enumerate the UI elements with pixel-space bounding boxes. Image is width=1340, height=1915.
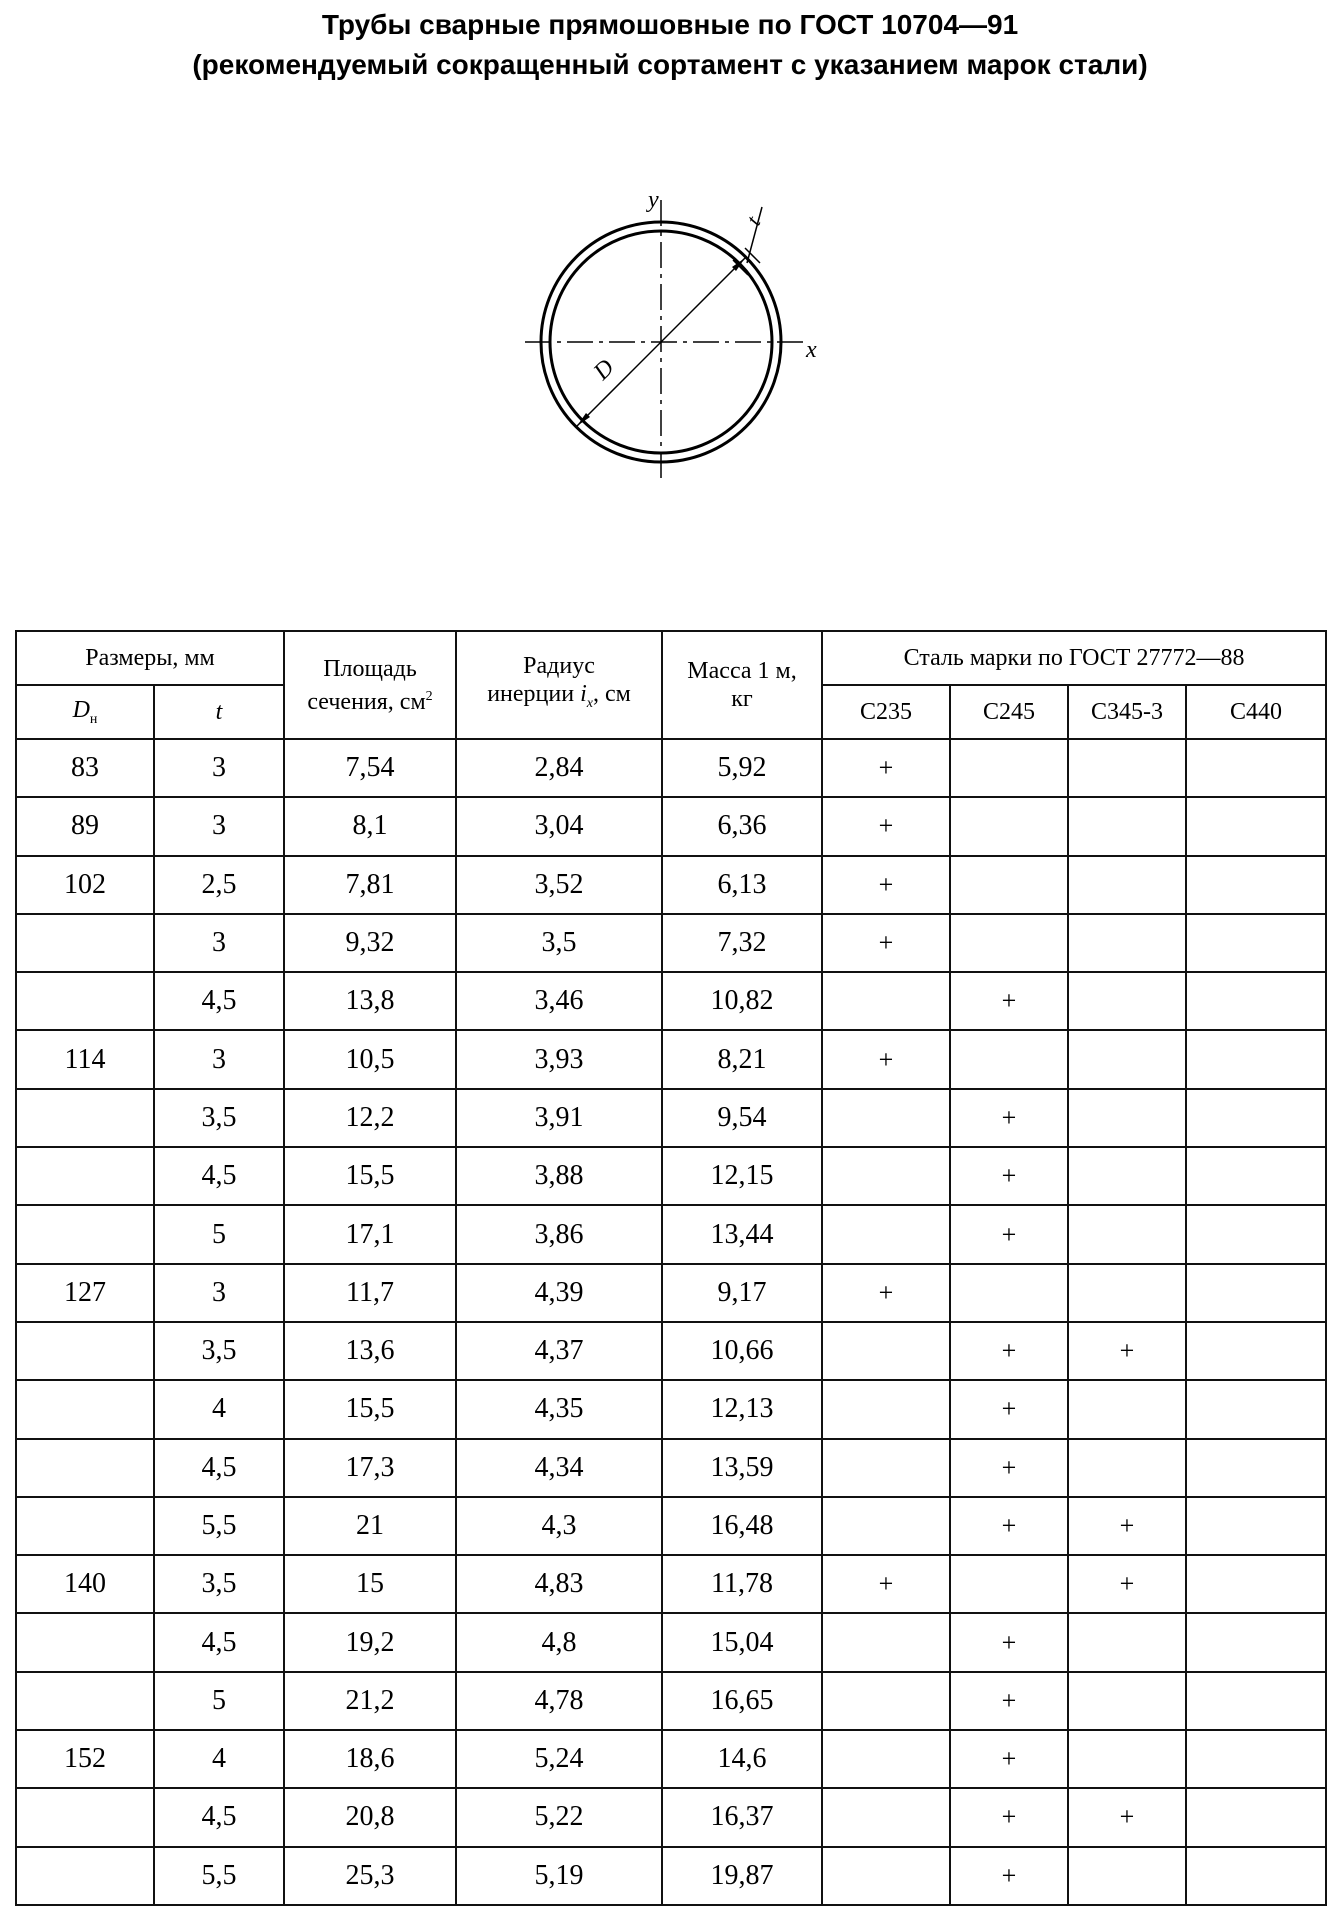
cell-c245 (950, 1264, 1068, 1322)
cell-c245 (950, 856, 1068, 914)
cell-c440 (1186, 1555, 1326, 1613)
cell-thickness: 3 (154, 1030, 284, 1088)
cell-c345 (1068, 1730, 1186, 1788)
cell-c235 (822, 972, 950, 1030)
cell-c235 (822, 1439, 950, 1497)
cell-c345 (1068, 1147, 1186, 1205)
cell-outer-diameter (16, 1322, 154, 1380)
cell-outer-diameter (16, 1089, 154, 1147)
cell-c235: + (822, 1264, 950, 1322)
cell-area: 7,81 (284, 856, 456, 914)
cell-radius: 5,22 (456, 1788, 662, 1846)
cell-area: 10,5 (284, 1030, 456, 1088)
cell-radius: 3,93 (456, 1030, 662, 1088)
table-row (16, 1730, 1326, 1788)
cell-outer-diameter (16, 1613, 154, 1671)
header-radius: Радиус инерции $i_x$, см (456, 631, 662, 739)
cell-mass: 9,54 (662, 1089, 822, 1147)
cell-mass: 12,13 (662, 1380, 822, 1438)
cell-c345 (1068, 797, 1186, 855)
cell-area: 25,3 (284, 1847, 456, 1905)
cell-c440 (1186, 1613, 1326, 1671)
header-area: Площадь сечения, $см^2$ (284, 631, 456, 739)
cell-c440 (1186, 1788, 1326, 1846)
cell-mass: 19,87 (662, 1847, 822, 1905)
cell-thickness: 3 (154, 797, 284, 855)
table-row (16, 1613, 1326, 1671)
cell-mass: 13,44 (662, 1205, 822, 1263)
cell-radius: 4,35 (456, 1380, 662, 1438)
cell-outer-diameter: 152 (16, 1730, 154, 1788)
cell-c440 (1186, 797, 1326, 855)
table-row (16, 1672, 1326, 1730)
y-axis-label: y (648, 187, 659, 213)
cell-c440 (1186, 1322, 1326, 1380)
cell-c235: + (822, 739, 950, 797)
cell-c235 (822, 1672, 950, 1730)
cell-c245: + (950, 1089, 1068, 1147)
cell-c345 (1068, 1205, 1186, 1263)
cell-c345: + (1068, 1555, 1186, 1613)
header-thickness: t (154, 685, 284, 739)
cell-area: 15,5 (284, 1147, 456, 1205)
cell-mass: 10,82 (662, 972, 822, 1030)
cell-mass: 16,65 (662, 1672, 822, 1730)
cell-radius: 3,91 (456, 1089, 662, 1147)
cell-c235 (822, 1788, 950, 1846)
cell-c345 (1068, 972, 1186, 1030)
cell-mass: 11,78 (662, 1555, 822, 1613)
cell-area: 17,1 (284, 1205, 456, 1263)
cell-c245 (950, 914, 1068, 972)
cell-thickness: 4,5 (154, 1439, 284, 1497)
cell-c345 (1068, 1264, 1186, 1322)
cell-mass: 16,37 (662, 1788, 822, 1846)
cell-c245: + (950, 1847, 1068, 1905)
cell-mass: 9,17 (662, 1264, 822, 1322)
cell-mass: 10,66 (662, 1322, 822, 1380)
cell-thickness: 4 (154, 1380, 284, 1438)
cell-mass: 16,48 (662, 1497, 822, 1555)
cell-c235: + (822, 1555, 950, 1613)
cell-outer-diameter (16, 972, 154, 1030)
cell-radius: 3,04 (456, 797, 662, 855)
cell-thickness: 3 (154, 914, 284, 972)
table-row (16, 1788, 1326, 1846)
cell-area: 21 (284, 1497, 456, 1555)
cell-thickness: 4,5 (154, 972, 284, 1030)
cell-mass: 6,36 (662, 797, 822, 855)
cell-thickness: 4,5 (154, 1147, 284, 1205)
cell-c235 (822, 1205, 950, 1263)
cell-c440 (1186, 1497, 1326, 1555)
cell-c345 (1068, 1847, 1186, 1905)
cell-c440 (1186, 1672, 1326, 1730)
thickness-label: t (740, 211, 766, 230)
cell-c345 (1068, 1030, 1186, 1088)
cell-area: 7,54 (284, 739, 456, 797)
cell-thickness: 5 (154, 1205, 284, 1263)
cell-area: 18,6 (284, 1730, 456, 1788)
cell-outer-diameter: 89 (16, 797, 154, 855)
cell-c245 (950, 1555, 1068, 1613)
cell-outer-diameter (16, 1847, 154, 1905)
cell-c235: + (822, 856, 950, 914)
cell-c440 (1186, 1089, 1326, 1147)
header-dimensions: Размеры, мм (16, 631, 284, 685)
header-steel-grades: Сталь марки по ГОСТ 27772—88 (822, 631, 1326, 685)
table-row (16, 739, 1326, 797)
cell-radius: 5,24 (456, 1730, 662, 1788)
cell-c245: + (950, 1322, 1068, 1380)
cell-c245 (950, 797, 1068, 855)
cell-c245: + (950, 1439, 1068, 1497)
cell-radius: 5,19 (456, 1847, 662, 1905)
cell-thickness: 4 (154, 1730, 284, 1788)
cell-mass: 6,13 (662, 856, 822, 914)
pipe-cross-section-diagram (500, 185, 840, 485)
cell-area: 11,7 (284, 1264, 456, 1322)
cell-area: 13,6 (284, 1322, 456, 1380)
cell-c345 (1068, 1613, 1186, 1671)
header-c235: С235 (822, 685, 950, 739)
cell-area: 15,5 (284, 1380, 456, 1438)
cell-outer-diameter (16, 1205, 154, 1263)
cell-mass: 8,21 (662, 1030, 822, 1088)
table-row (16, 914, 1326, 972)
cell-c345 (1068, 1089, 1186, 1147)
cell-outer-diameter (16, 1672, 154, 1730)
cell-c345: + (1068, 1497, 1186, 1555)
table-row (16, 1497, 1326, 1555)
cell-radius: 4,37 (456, 1322, 662, 1380)
cell-mass: 5,92 (662, 739, 822, 797)
x-axis-label: x (806, 337, 817, 363)
cell-c235 (822, 1089, 950, 1147)
cell-c245 (950, 739, 1068, 797)
cell-area: 15 (284, 1555, 456, 1613)
cell-radius: 4,3 (456, 1497, 662, 1555)
header-mass: Масса 1 м, кг (662, 631, 822, 739)
table-row (16, 1439, 1326, 1497)
cell-radius: 2,84 (456, 739, 662, 797)
cell-outer-diameter (16, 1497, 154, 1555)
table-row (16, 1322, 1326, 1380)
cell-c235 (822, 1613, 950, 1671)
table-row (16, 1147, 1326, 1205)
cell-outer-diameter (16, 1380, 154, 1438)
cell-c245: + (950, 1497, 1068, 1555)
header-c245: С245 (950, 685, 1068, 739)
cell-thickness: 3 (154, 739, 284, 797)
cell-radius: 4,8 (456, 1613, 662, 1671)
cell-thickness: 3,5 (154, 1322, 284, 1380)
cell-area: 9,32 (284, 914, 456, 972)
header-c345: С345-3 (1068, 685, 1186, 739)
cell-outer-diameter: 140 (16, 1555, 154, 1613)
cell-outer-diameter: 114 (16, 1030, 154, 1088)
document-title: Трубы сварные прямошовные по ГОСТ 10704—91 (321, 9, 1019, 40)
cell-c440 (1186, 1030, 1326, 1088)
cell-radius: 3,5 (456, 914, 662, 972)
cell-c245: + (950, 1672, 1068, 1730)
cell-area: 13,8 (284, 972, 456, 1030)
cell-c440 (1186, 1264, 1326, 1322)
cell-c345 (1068, 1380, 1186, 1438)
table-row (16, 797, 1326, 855)
cell-c345 (1068, 1672, 1186, 1730)
table-row (16, 1847, 1326, 1905)
table-body (16, 739, 1326, 1905)
cell-outer-diameter (16, 914, 154, 972)
table-row (16, 972, 1326, 1030)
cell-c245: + (950, 972, 1068, 1030)
cell-mass: 13,59 (662, 1439, 822, 1497)
cell-c245: + (950, 1730, 1068, 1788)
cell-thickness: 5,5 (154, 1847, 284, 1905)
cell-c245: + (950, 1613, 1068, 1671)
cell-thickness: 3,5 (154, 1089, 284, 1147)
cell-radius: 4,39 (456, 1264, 662, 1322)
header-c440: С440 (1186, 685, 1326, 739)
cell-c345 (1068, 914, 1186, 972)
cell-outer-diameter (16, 1788, 154, 1846)
cell-c235: + (822, 914, 950, 972)
pipe-sizes-table (15, 630, 1327, 1906)
cell-radius: 4,34 (456, 1439, 662, 1497)
cell-outer-diameter: 127 (16, 1264, 154, 1322)
table-row (16, 1264, 1326, 1322)
table-row (16, 1380, 1326, 1438)
document-subtitle: (рекомендуемый сокращенный сортамент с указанием марок стали) (192, 49, 1148, 80)
cell-mass: 7,32 (662, 914, 822, 972)
cell-mass: 14,6 (662, 1730, 822, 1788)
cell-c345: + (1068, 1788, 1186, 1846)
cell-outer-diameter: 102 (16, 856, 154, 914)
cell-area: 20,8 (284, 1788, 456, 1846)
cell-thickness: 3 (154, 1264, 284, 1322)
cell-c440 (1186, 856, 1326, 914)
cell-area: 12,2 (284, 1089, 456, 1147)
cell-thickness: 3,5 (154, 1555, 284, 1613)
cell-c245: + (950, 1147, 1068, 1205)
cell-c440 (1186, 1205, 1326, 1263)
cell-c440 (1186, 1730, 1326, 1788)
cell-c345 (1068, 1439, 1186, 1497)
cell-c245: + (950, 1380, 1068, 1438)
cell-c235: + (822, 1030, 950, 1088)
cell-mass: 15,04 (662, 1613, 822, 1671)
cell-area: 21,2 (284, 1672, 456, 1730)
cell-thickness: 4,5 (154, 1788, 284, 1846)
cell-radius: 3,46 (456, 972, 662, 1030)
cell-c345: + (1068, 1322, 1186, 1380)
cell-outer-diameter: 83 (16, 739, 154, 797)
diameter-label: D (588, 354, 620, 386)
cell-radius: 3,52 (456, 856, 662, 914)
cell-c440 (1186, 972, 1326, 1030)
cell-c440 (1186, 1147, 1326, 1205)
cell-c235 (822, 1322, 950, 1380)
cell-c235: + (822, 797, 950, 855)
cell-c440 (1186, 1439, 1326, 1497)
cell-thickness: 4,5 (154, 1613, 284, 1671)
cell-c235 (822, 1847, 950, 1905)
table-row (16, 1555, 1326, 1613)
table-row (16, 1205, 1326, 1263)
cell-thickness: 5 (154, 1672, 284, 1730)
cell-mass: 12,15 (662, 1147, 822, 1205)
cell-c245 (950, 1030, 1068, 1088)
cell-outer-diameter (16, 1147, 154, 1205)
cell-c235 (822, 1730, 950, 1788)
cell-c440 (1186, 1847, 1326, 1905)
cell-c235 (822, 1497, 950, 1555)
cell-area: 19,2 (284, 1613, 456, 1671)
cell-radius: 4,83 (456, 1555, 662, 1613)
header-outer-diameter: $D_н$ (16, 685, 154, 739)
cell-c345 (1068, 856, 1186, 914)
cell-c440 (1186, 914, 1326, 972)
cell-area: 17,3 (284, 1439, 456, 1497)
table-row (16, 856, 1326, 914)
cell-radius: 4,78 (456, 1672, 662, 1730)
cell-c235 (822, 1147, 950, 1205)
table-row (16, 1030, 1326, 1088)
cell-thickness: 5,5 (154, 1497, 284, 1555)
cell-c245: + (950, 1205, 1068, 1263)
cell-radius: 3,86 (456, 1205, 662, 1263)
cell-c245: + (950, 1788, 1068, 1846)
cell-radius: 3,88 (456, 1147, 662, 1205)
cell-c440 (1186, 739, 1326, 797)
cell-outer-diameter (16, 1439, 154, 1497)
cell-area: 8,1 (284, 797, 456, 855)
cell-c235 (822, 1380, 950, 1438)
cell-c345 (1068, 739, 1186, 797)
cell-thickness: 2,5 (154, 856, 284, 914)
cell-c440 (1186, 1380, 1326, 1438)
table-row (16, 1089, 1326, 1147)
